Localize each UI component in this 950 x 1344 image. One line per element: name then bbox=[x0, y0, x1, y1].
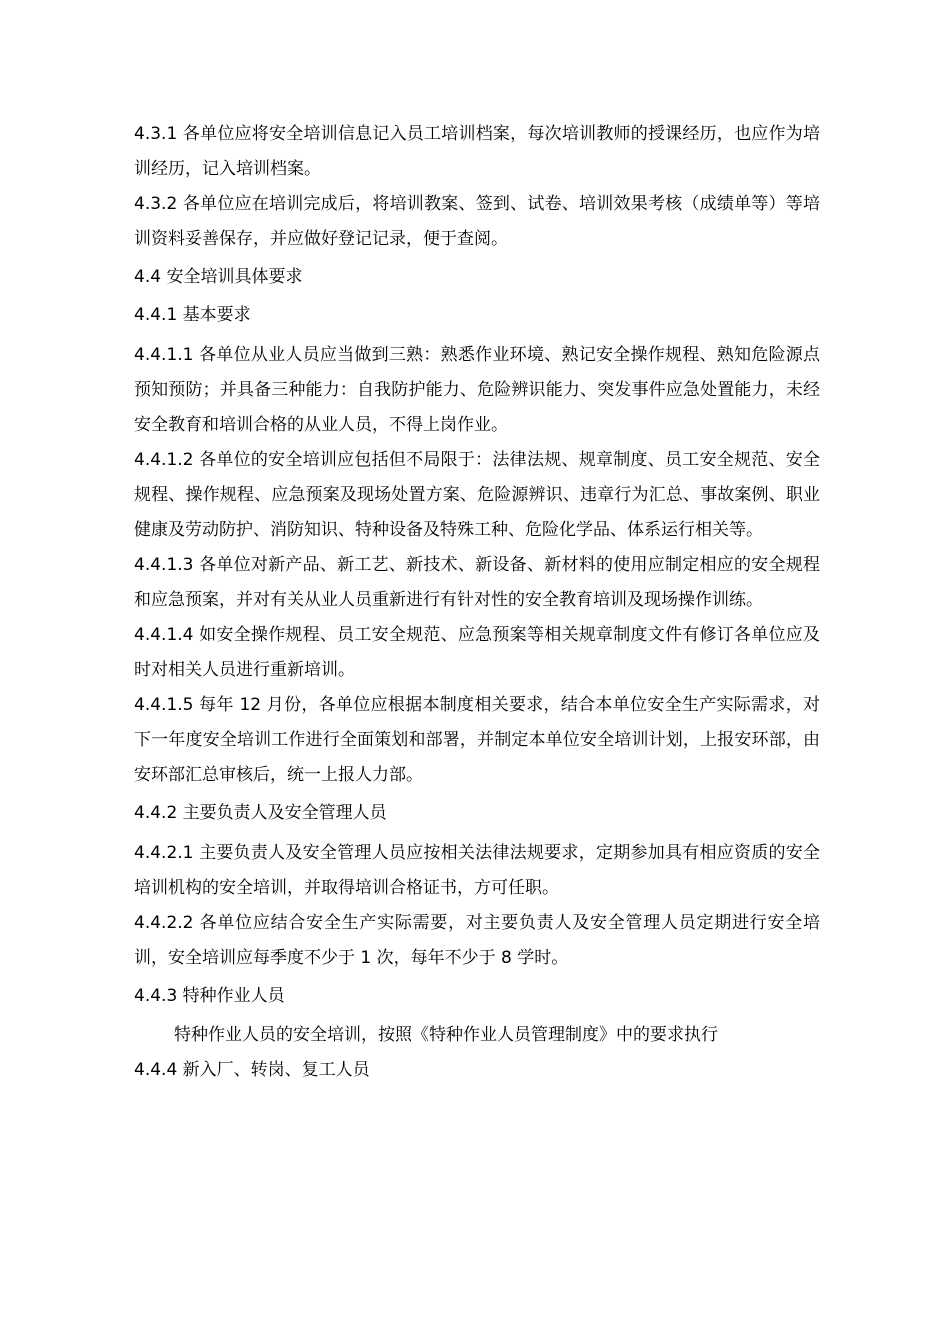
paragraph-4-4-1-2: 4.4.1.2 各单位的安全培训应包括但不局限于：法律法规、规章制度、员工安全规范、安全规程、操作规程、应急预案及现场处置方案、危险源辨识、违章行为汇总、事故案例、职业健康及劳动防护、消防知识、特种设备及特殊工种、危险化学品、体系运行相关等。 bbox=[134, 450, 820, 540]
section-heading-4-4-2: 4.4.2 主要负责人及安全管理人员 bbox=[134, 803, 387, 823]
paragraph-4-4-1-3: 4.4.1.3 各单位对新产品、新工艺、新技术、新设备、新材料的使用应制定相应的安全规程和应急预案，并对有关从业人员重新进行有针对性的安全教育培训及现场操作训练。 bbox=[134, 555, 820, 610]
paragraph-4-3-1: 4.3.1 各单位应将安全培训信息记入员工培训档案，每次培训教师的授课经历，也应作为培训经历，记入培训档案。 bbox=[134, 124, 820, 179]
paragraph-4-4-2-1: 4.4.2.1 主要负责人及安全管理人员应按相关法律法规要求，定期参加具有相应资质的安全培训机构的安全培训，并取得培训合格证书，方可任职。 bbox=[134, 843, 820, 898]
paragraph-4-3-2: 4.3.2 各单位应在培训完成后，将培训教案、签到、试卷、培训效果考核（成绩单等）等培训资料妥善保存，并应做好登记记录，便于查阅。 bbox=[134, 194, 820, 249]
section-heading-4-4: 4.4 安全培训具体要求 bbox=[134, 267, 303, 287]
section-heading-4-4-1: 4.4.1 基本要求 bbox=[134, 305, 251, 325]
paragraph-4-4-1-4: 4.4.1.4 如安全操作规程、员工安全规范、应急预案等相关规章制度文件有修订各单位应及时对相关人员进行重新培训。 bbox=[134, 625, 820, 680]
paragraph-4-4-1-1: 4.4.1.1 各单位从业人员应当做到三熟：熟悉作业环境、熟记安全操作规程、熟知危险源点预知预防；并具备三种能力：自我防护能力、危险辨识能力、突发事件应急处置能力，未经安全教育和培训合格的从业人员，不得上岗作业。 bbox=[134, 345, 820, 435]
paragraph-4-4-3: 特种作业人员的安全培训，按照《特种作业人员管理制度》中的要求执行 bbox=[174, 1025, 718, 1045]
paragraph-4-4-1-5: 4.4.1.5 每年 12 月份，各单位应根据本制度相关要求，结合本单位安全生产实际需求，对下一年度安全培训工作进行全面策划和部署，并制定本单位安全培训计划，上报安环部，由安环部汇总审核后，统一上报人力部。 bbox=[134, 695, 820, 785]
section-heading-4-4-4: 4.4.4 新入厂、转岗、复工人员 bbox=[134, 1060, 370, 1080]
paragraph-4-4-2-2: 4.4.2.2 各单位应结合安全生产实际需要，对主要负责人及安全管理人员定期进行安全培训，安全培训应每季度不少于 1 次，每年不少于 8 学时。 bbox=[134, 913, 820, 968]
section-heading-4-4-3: 4.4.3 特种作业人员 bbox=[134, 986, 285, 1006]
document-body bbox=[134, 117, 820, 1088]
